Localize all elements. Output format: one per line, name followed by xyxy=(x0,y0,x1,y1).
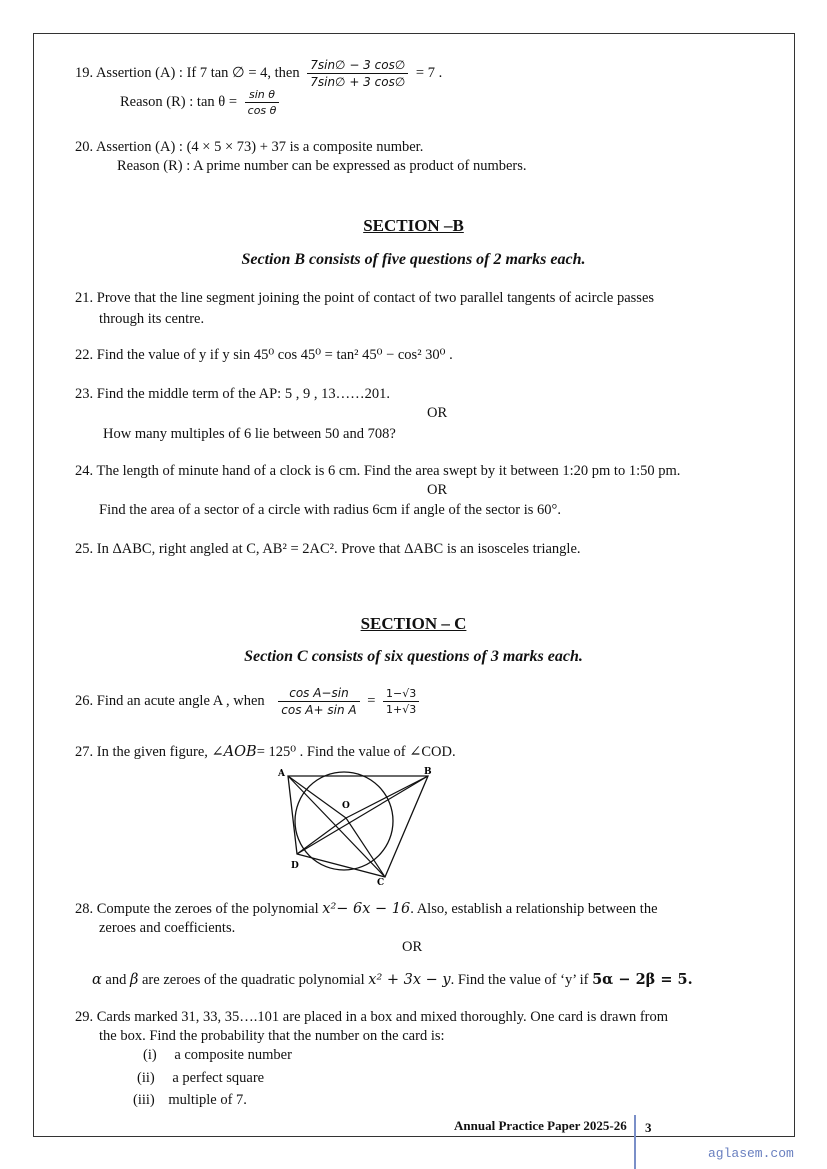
footer-divider xyxy=(634,1115,636,1169)
q26-rhs-denominator: 1+√3 xyxy=(386,703,417,716)
q29-item-iii xyxy=(133,1092,247,1109)
q29-item-label: (i) xyxy=(143,1047,157,1063)
q19-fraction-numerator: 7sin∅ − 3 cos∅ xyxy=(307,58,408,74)
q28-line2: zeroes and coefficients. xyxy=(99,920,236,936)
q29-line2: the box. Find the probability that the number on the card is: xyxy=(99,1028,445,1044)
q24-alt: Find the area of a sector of a circle with radius 6cm if angle of the sector is 60°. xyxy=(99,502,561,518)
q27-label-a: A xyxy=(278,769,285,779)
q28-lead: 28. Compute the zeroes of the polynomial xyxy=(75,901,319,917)
q28-alt xyxy=(92,971,693,989)
q22-text: 22. Find the value of y if y sin 45⁰ cos 45⁰ = tan² 45⁰ − cos² 30⁰ . xyxy=(75,347,453,363)
q28-alt-polynomial: x² + 3x − y xyxy=(368,972,451,988)
q26-text: 26. Find an acute angle A , when xyxy=(75,692,265,709)
q27 xyxy=(75,744,456,761)
q28-alt-text: are zeroes of the quadratic polynomial xyxy=(138,972,369,988)
q26-rhs-fraction xyxy=(383,687,419,716)
q19-reason-denominator: cos θ xyxy=(247,104,277,117)
q19-fraction-rhs: = 7 . xyxy=(415,64,443,81)
q28-alt-find: . Find the value of ‘y’ if xyxy=(450,972,593,988)
q26-lhs-denominator: cos A+ sin A xyxy=(281,703,357,717)
q26-lhs-fraction xyxy=(278,686,359,717)
q29-item-i xyxy=(143,1047,292,1064)
q19-assertion-text: Assertion (A) : If 7 tan ∅ = 4, then xyxy=(95,64,300,81)
q25-text: 25. In ΔABC, right angled at C, AB² = 2AC². Prove that ΔABC is an isosceles triangle. xyxy=(75,541,581,557)
q23-alt: How many multiples of 6 lie between 50 and 708? xyxy=(103,426,396,442)
q29-item-label: (iii) xyxy=(133,1092,155,1108)
q26-lhs-numerator: cos A−sin xyxy=(278,686,359,702)
q29-item-label: (ii) xyxy=(137,1070,155,1086)
q28-alt-condition: 5α − 2β = 5. xyxy=(592,971,693,988)
q23-or: OR xyxy=(427,405,448,421)
q19-assertion xyxy=(75,58,442,89)
q19-fraction xyxy=(307,58,408,89)
q27-text: 27. In the given figure, xyxy=(75,744,208,760)
q21-line2: through its centre. xyxy=(99,311,205,327)
q28-line1 xyxy=(75,901,778,918)
q20-assertion xyxy=(75,139,423,156)
q20-reason: Reason (R) : A prime number can be expressed as product of numbers. xyxy=(117,158,527,174)
q28-polynomial: x²− 6x − 16 xyxy=(322,901,411,917)
q23-text: 23. Find the middle term of the AP: 5 , 9 , 13……201. xyxy=(75,386,390,402)
q27-label-c: C xyxy=(377,878,385,888)
q20-number: 20. xyxy=(75,139,94,155)
q27-line-do xyxy=(297,818,346,854)
q29-item-ii xyxy=(137,1070,264,1087)
q24-text: 24. The length of minute hand of a clock is 6 cm. Find the area swept by it between 1:20 pm to 1:50 pm. xyxy=(75,463,681,479)
q29-item-text: multiple of 7. xyxy=(168,1092,247,1108)
q26 xyxy=(75,686,423,717)
q27-line-bo xyxy=(346,776,428,818)
q19-reason-numerator: sin θ xyxy=(245,88,280,103)
q20-assertion-text: Assertion (A) : (4 × 5 × 73) + 37 is a composite number. xyxy=(95,139,424,155)
q28-beta: β xyxy=(129,972,139,988)
q27-label-d: D xyxy=(291,861,299,871)
q29-line1: 29. Cards marked 31, 33, 35….101 are placed in a box and mixed thoroughly. One card is drawn from xyxy=(75,1009,669,1025)
section-b-subtitle: Section B consists of five questions of 2 marks each. xyxy=(241,251,586,268)
q28-rest: . Also, establish a relationship between the xyxy=(410,901,658,917)
q27-label-b: B xyxy=(424,767,432,777)
q28-and: and xyxy=(101,972,130,988)
section-c-title: SECTION – C xyxy=(360,614,467,633)
q19-reason-text: Reason (R) : tan θ = xyxy=(120,93,238,110)
q19-number: 19. xyxy=(75,64,94,81)
q21-line1: 21. Prove that the line segment joining the point of contact of two parallel tangents of acircle passes xyxy=(75,290,655,306)
q28-or: OR xyxy=(402,939,423,955)
q27-circle xyxy=(295,772,393,870)
q27-rest: = 125⁰ . Find the value of ∠COD. xyxy=(256,744,456,760)
q29-item-text: a perfect square xyxy=(172,1070,265,1086)
watermark: aglasem.com xyxy=(708,1146,794,1161)
q26-equals: = xyxy=(367,692,376,709)
q27-figure xyxy=(270,762,450,890)
q24-or: OR xyxy=(427,482,448,498)
section-b-title: SECTION –B xyxy=(363,216,464,235)
q27-label-o: O xyxy=(342,801,350,811)
q28-alpha: α xyxy=(92,972,102,988)
q27-angle: ∠AOB xyxy=(211,744,257,760)
q29-item-text: a composite number xyxy=(174,1047,292,1063)
page-number: 3 xyxy=(645,1120,652,1135)
q19-reason xyxy=(120,88,283,117)
q27-line-ao xyxy=(288,776,346,818)
q26-rhs-numerator: 1−√3 xyxy=(383,687,419,702)
section-c-subtitle: Section C consists of six questions of 3 marks each. xyxy=(244,648,583,665)
q19-reason-fraction xyxy=(245,88,280,117)
footer-text: Annual Practice Paper 2025-26 xyxy=(454,1118,627,1133)
footer xyxy=(454,1118,627,1134)
q19-fraction-denominator: 7sin∅ + 3 cos∅ xyxy=(310,75,406,89)
q27-line-ac xyxy=(288,776,385,877)
